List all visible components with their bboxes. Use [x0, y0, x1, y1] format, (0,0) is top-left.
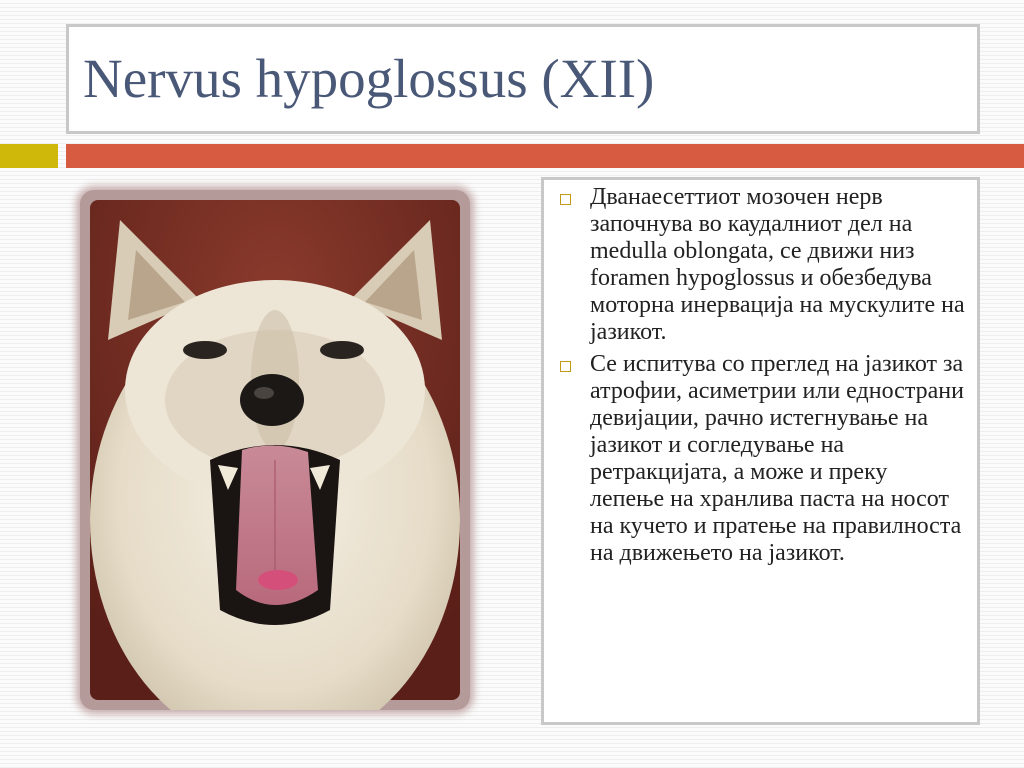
accent-bar-red: [66, 144, 1024, 168]
bullet-text: Се испитува со преглед на јазикот за атрофии, асиметрии или еднострани девијации, рачно истегнување на јазикот и согледување на ретракцијата, а може и преку лепење на хранлива паста на носот на кучето и пратење на правилноста на движењето на јазикот.: [590, 351, 964, 566]
bullet-item: [554, 184, 965, 346]
title-box: [66, 24, 980, 134]
slide-title: Nervus hypoglossus (XII): [83, 48, 655, 109]
square-bullet-icon: [560, 361, 571, 372]
accent-bar-gold: [0, 144, 58, 168]
dog-photo: [80, 190, 470, 710]
square-bullet-icon: [560, 194, 571, 205]
bullet-item: [554, 351, 965, 567]
dog-illustration: [80, 190, 470, 710]
bullet-text: Дванаесеттиот мозочен нерв започнува во каудалниот дел на medulla oblongata, се движи низ foramen hypoglossus и обезбедува моторна инервација на мускулите на јазикот.: [590, 184, 965, 345]
bullet-list: [554, 184, 965, 567]
bullet-text-box: [541, 177, 980, 725]
